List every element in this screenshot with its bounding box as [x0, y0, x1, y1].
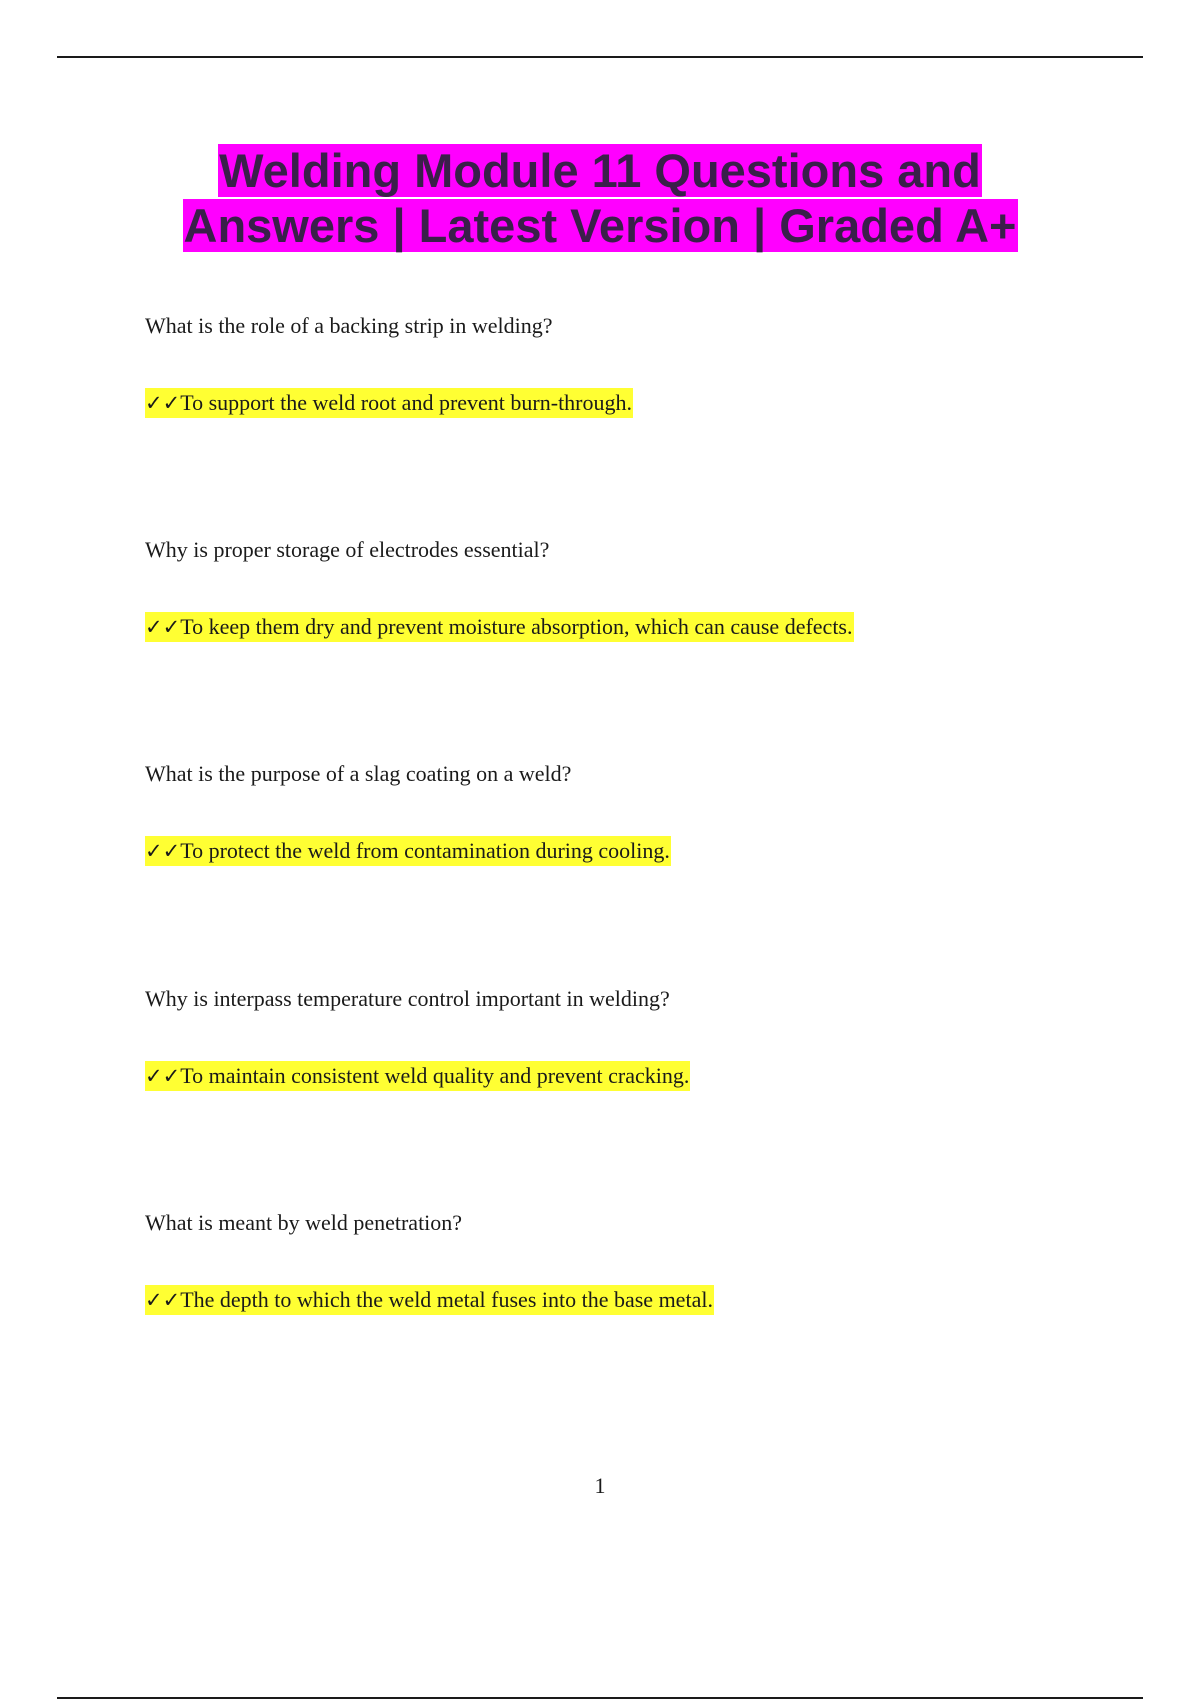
double-check-icon: ✓✓ — [145, 615, 181, 639]
answer-text — [145, 1285, 714, 1315]
double-check-icon: ✓✓ — [145, 1064, 181, 1088]
double-check-icon: ✓✓ — [145, 839, 181, 863]
answer-text — [145, 836, 671, 866]
answer-text — [145, 1061, 690, 1091]
page-number: 1 — [594, 1473, 606, 1498]
answer-text — [145, 612, 854, 642]
question-text: What is the purpose of a slag coating on a weld? — [145, 761, 572, 786]
question-text: What is meant by weld penetration? — [145, 1210, 463, 1235]
bottom-rule — [57, 1697, 1143, 1699]
title-line-2: Answers | Latest Version | Graded A+ — [183, 199, 1017, 252]
question-text: Why is proper storage of electrodes essential? — [145, 537, 550, 562]
answer-label: To maintain consistent weld quality and prevent cracking. — [180, 1063, 690, 1088]
answer-label: The depth to which the weld metal fuses into the base metal. — [180, 1287, 713, 1312]
answer-label: To protect the weld from contamination during cooling. — [180, 838, 670, 863]
top-rule — [57, 56, 1143, 58]
answer-text — [145, 388, 633, 418]
question-text: Why is interpass temperature control important in welding? — [145, 986, 670, 1011]
double-check-icon: ✓✓ — [145, 391, 181, 415]
answer-label: To support the weld root and prevent burn-through. — [180, 390, 633, 415]
double-check-icon: ✓✓ — [145, 1288, 181, 1312]
answer-label: To keep them dry and prevent moisture absorption, which can cause defects. — [180, 614, 853, 639]
title-line-1: Welding Module 11 Questions and — [219, 144, 981, 197]
question-text: What is the role of a backing strip in welding? — [145, 313, 553, 338]
document-title — [0, 143, 1200, 253]
